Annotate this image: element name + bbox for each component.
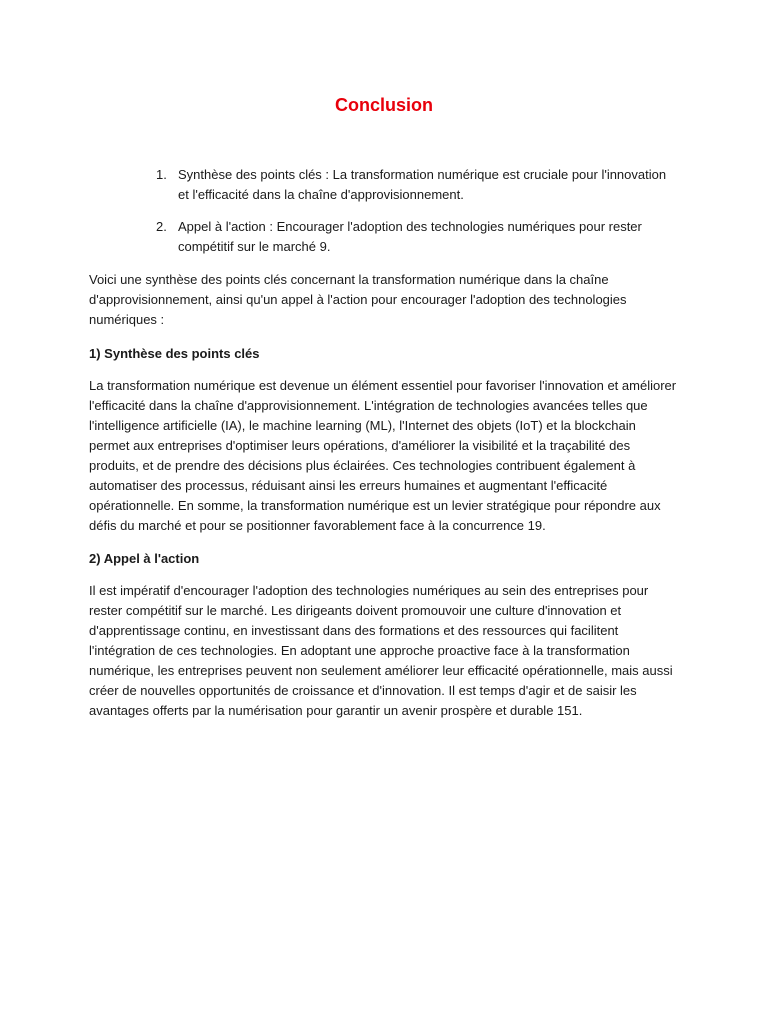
list-item xyxy=(156,217,676,257)
summary-numbered-list xyxy=(156,165,676,269)
list-item xyxy=(156,165,676,205)
list-item-number: 2. xyxy=(156,219,167,234)
section-2-heading: 2) Appel à l'action xyxy=(89,551,200,566)
intro-paragraph: Voici une synthèse des points clés concernant la transformation numérique dans la chaîne d'approvisionnement, ainsi qu'un appel à l'action pour encourager l'adoption des technologies numériques : xyxy=(89,272,627,327)
page-title: Conclusion xyxy=(335,95,433,115)
section-2-paragraph: Il est impératif d'encourager l'adoption des technologies numériques au sein des entreprises pour rester compétitif sur le marché. Les dirigeants doivent promouvoir une culture d'innovation et d'apprentissage continu, en investissant dans des formations et des ressources qui facilitent l'intégration de ces technologies. En adoptant une approche proactive face à la transformation numérique, les entreprises peuvent non seulement améliorer leur efficacité opérationnelle, mais aussi créer de nouvelles opportunités de croissance et d'innovation. Il est temps d'agir et de saisir les avantages offerts par la numérisation pour garantir un avenir prospère et durable 151. xyxy=(89,583,673,718)
list-item-text: Synthèse des points clés : La transformation numérique est cruciale pour l'innovation et l'efficacité dans la chaîne d'approvisionnement. xyxy=(178,167,667,202)
intro-paragraph-block xyxy=(89,270,679,330)
section-2-paragraph-block xyxy=(89,581,679,721)
section-1-paragraph-block xyxy=(89,376,679,536)
list-item-number: 1. xyxy=(156,167,167,182)
section-1-heading: 1) Synthèse des points clés xyxy=(89,346,260,361)
section-2-heading-block xyxy=(89,549,679,569)
list-item-text: Appel à l'action : Encourager l'adoption des technologies numériques pour rester compétitif sur le marché 9. xyxy=(178,219,642,254)
section-1-heading-block xyxy=(89,344,679,364)
section-1-paragraph: La transformation numérique est devenue un élément essentiel pour favoriser l'innovation et améliorer l'efficacité dans la chaîne d'approvisionnement. L'intégration de technologies avancées telles que l'intelligence artificielle (IA), le machine learning (ML), l'Internet des objets (IoT) et la blockchain permet aux entreprises d'optimiser leurs opérations, d'améliorer la visibilité et la traçabilité des produits, et de prendre des décisions plus éclairées. Ces technologies contribuent également à automatiser des processus, réduisant ainsi les erreurs humaines et augmentant l'efficacité opérationnelle. En somme, la transformation numérique est un levier stratégique pour répondre aux défis du marché et pour se positionner favorablement face à la concurrence 19. xyxy=(89,378,677,533)
